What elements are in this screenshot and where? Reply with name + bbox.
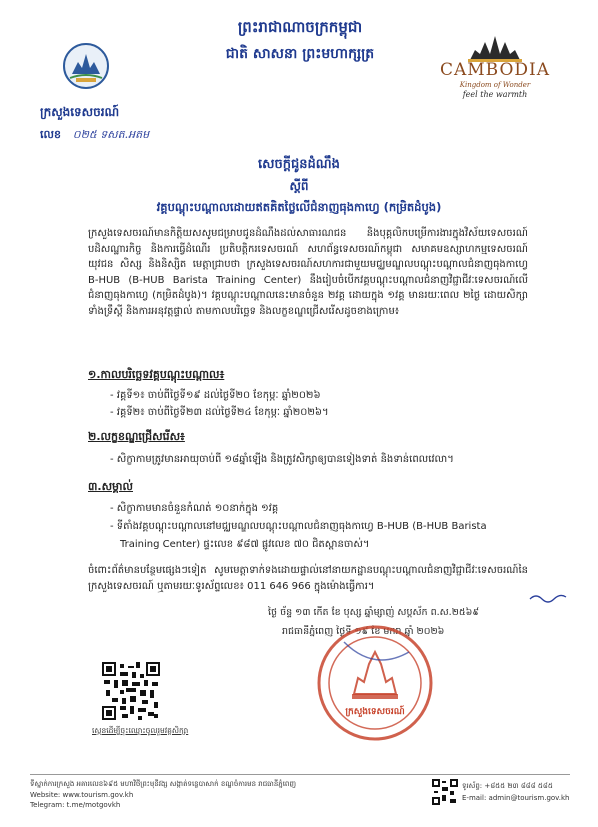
footer-qr-code[interactable] <box>432 779 458 805</box>
seal-text: ក្រសួងទេសចរណ៍ <box>345 707 405 717</box>
footer-address: ទីស្នាក់ការក្រសួង អគារលេខ៦៩៥ មហាវិថីព្រះមុនីវង្ស សង្កាត់ទន្លេបាសាក់ ខណ្ឌចំការមន រាជធានីភ្នំពេញ <box>30 780 297 788</box>
angkor-temple-icon <box>430 32 560 62</box>
footer-email[interactable]: E-mail: admin@tourism.gov.kh <box>462 794 570 802</box>
note-item-2-cont: Training Center) ផ្ទះលេខ ៩៨៧ ផ្លូវលេខ ៧០ ជិតស្ពានចាស់។ <box>120 539 370 550</box>
footer-telegram[interactable]: Telegram: t.me/motgovkh <box>30 801 121 809</box>
reference-value: ០២៥ ទសត.អតម <box>72 128 150 141</box>
kingdom-title: ព្រះរាជាណាចក្រកម្ពុជា <box>237 18 363 36</box>
note-item-2: - ទីតាំងវគ្គបណ្តុះបណ្តាលនៅមជ្ឈមណ្ឌលបណ្តុះបណ្តាលជំនាញធុងកាហ្វេ B-HUB (B-HUB Barista <box>110 521 487 532</box>
kingdom-motto: ជាតិ សាសនា ព្រះមហាក្សត្រ <box>225 46 375 62</box>
brand-name: CAMBODIA <box>439 60 551 80</box>
schedule-item-2-text: វគ្គទី២៖ ចាប់ពីថ្ងៃទី២៣ ដល់ថ្ងៃទី២៤ ខែកុម្ភៈ ឆ្នាំ២០២៦។ <box>116 407 329 418</box>
notice-subject: វគ្គបណ្តុះបណ្តាលដោយឥតគិតថ្លៃលើជំនាញធុងកាហ្វេ (កម្រិតដំបូង) <box>156 200 442 214</box>
closing-paragraph: ចំពោះព័ត៌មានបន្ថែមផ្សេងៗទៀត សូមមេត្តាទាក់ទងដោយផ្ទាល់នៅនាយកដ្ឋានបណ្តុះបណ្តាលជំនាញវិជ្ជាជីវៈទេសចរណ៍នៃក្រសួងទេសចរណ៍ ឬតាមរយៈទូរស័ព្ទលេខ៖ 011 646 966 ក្នុងម៉ោងធ្វើការ។ <box>88 565 528 592</box>
section-1-title: ១.កាលបរិច្ឆេទវគ្គបណ្តុះបណ្តាល៖ <box>88 368 225 381</box>
ministry-name: ក្រសួងទេសចរណ៍ <box>40 105 120 119</box>
brand-tagline: Kingdom of Wonder <box>459 81 531 89</box>
note-item-1-text: សិក្ខាកាមមានចំនួនកំណត់ ១០នាក់ក្នុង ១វគ្គ <box>116 503 279 514</box>
notice-subject-label: ស្តីពី <box>289 179 309 193</box>
footer-phone: ទូរស័ព្ទ: +៨៥៥ ២៣ ៨៨៨ ៥៨៥ <box>462 782 553 790</box>
intro-paragraph: ក្រសួងទេសចរណ៍មានកិត្តិយសសូមជម្រាបជូនដំណឹងដល់សាធារណជន និងបុគ្គលិកបម្រើការងារក្នុងវិស័យទេសចរណ៍ បដិសណ្ឋារកិច្ច និងការធ្វើដំណើរ ប្រតិបត្តិករទេសចរណ៍ សហព័ន្ធទេសចរណ៍កម្ពុជា សមាគមឧស្សាហកម្មទេសចរណ៍ យុវជន សិស្ស និងនិស្សិត មេត្តាជ្រាបថា ក្រសួងទេសចរណ៍សហការជាមួយមជ្ឈមណ្ឌលបណ្តុះបណ្តាលជំនាញធុងកាហ្វេ B-HUB (B-HUB Barista Training Center) នឹងរៀបចំបើកវគ្គបណ្តុះបណ្តាលជំនាញវិជ្ជាជីវៈទេសចរណ៍លើជំនាញធុងកាហ្វេ (កម្រិតដំបូង)។ វគ្គបណ្តុះបណ្តាលនេះមានចំនួន ២វគ្គ ដោយក្នុង ១វគ្គ មានរយៈពេល ២ថ្ងៃ ដោយសិក្សាទាំងទ្រឹស្តី និងការអនុវត្តផ្ទាល់ តាមកាលបរិច្ឆេទ និងលក្ខខណ្ឌជ្រើសរើសដូចខាងក្រោម៖ <box>88 228 528 317</box>
schedule-item-1: - វគ្គទី១៖ ចាប់ពីថ្ងៃទី១៩ ដល់ថ្ងៃទី២០ ខែកុម្ភៈ ឆ្នាំ២០២៦ <box>110 390 321 401</box>
note-item-1: - សិក្ខាកាមមានចំនួនកំណត់ ១០នាក់ក្នុង ១វគ្គ <box>110 503 279 514</box>
footer-website[interactable]: Website: www.tourism.gov.kh <box>30 791 134 799</box>
lunar-date: ថ្ងៃ ច័ន្ទ ១៣ កើត ខែ បុស្ស ឆ្នាំម្សាញ់ សប្តស័ក ព.ស.២៥៦៩ <box>268 607 480 618</box>
criteria-item-1-text: សិក្ខាកាមត្រូវមានអាយុចាប់ពី ១៨ឆ្នាំឡើង និងត្រូវសិក្សាឲ្យបានទៀងទាត់ និងទាន់ពេលវេលា។ <box>116 454 454 465</box>
reference-label: លេខ <box>40 128 61 141</box>
footer-divider <box>30 774 570 775</box>
qr-caption: ស្កេនដើម្បីចុះឈ្មោះចូលរួមវគ្គសិក្សា <box>92 726 189 735</box>
registration-qr-code[interactable] <box>102 662 160 720</box>
ministry-logo <box>62 42 110 90</box>
schedule-item-2: - វគ្គទី២៖ ចាប់ពីថ្ងៃទី២៣ ដល់ថ្ងៃទី២៤ ខែកុម្ភៈ ឆ្នាំ២០២៦។ <box>110 407 329 418</box>
solar-date: រាជធានីភ្នំពេញ ថ្ងៃទី ១៩ ខែ មករា ឆ្នាំ ២០២៦ <box>282 626 445 637</box>
section-2-title: ២.លក្ខខណ្ឌជ្រើសរើស៖ <box>88 430 185 443</box>
schedule-item-1-text: វគ្គទី១៖ ចាប់ពីថ្ងៃទី១៩ ដល់ថ្ងៃទី២០ ខែកុម្ភៈ ឆ្នាំ២០២៦ <box>116 390 321 401</box>
section-3-title: ៣.សម្គាល់ <box>88 480 133 493</box>
criteria-item-1: - សិក្ខាកាមត្រូវមានអាយុចាប់ពី ១៨ឆ្នាំឡើង និងត្រូវសិក្សាឲ្យបានទៀងទាត់ និងទាន់ពេលវេលា។ <box>110 454 454 465</box>
notice-title: សេចក្តីជូនដំណឹង <box>258 157 340 172</box>
initial-scribble <box>528 590 568 604</box>
cambodia-brand-logo <box>430 32 560 102</box>
reference-number <box>40 128 149 144</box>
brand-tagline-2: feel the warmth <box>462 90 528 99</box>
official-seal <box>314 622 436 744</box>
note-item-2-text: ទីតាំងវគ្គបណ្តុះបណ្តាលនៅមជ្ឈមណ្ឌលបណ្តុះបណ្តាលជំនាញធុងកាហ្វេ B-HUB (B-HUB Barista <box>116 521 487 532</box>
